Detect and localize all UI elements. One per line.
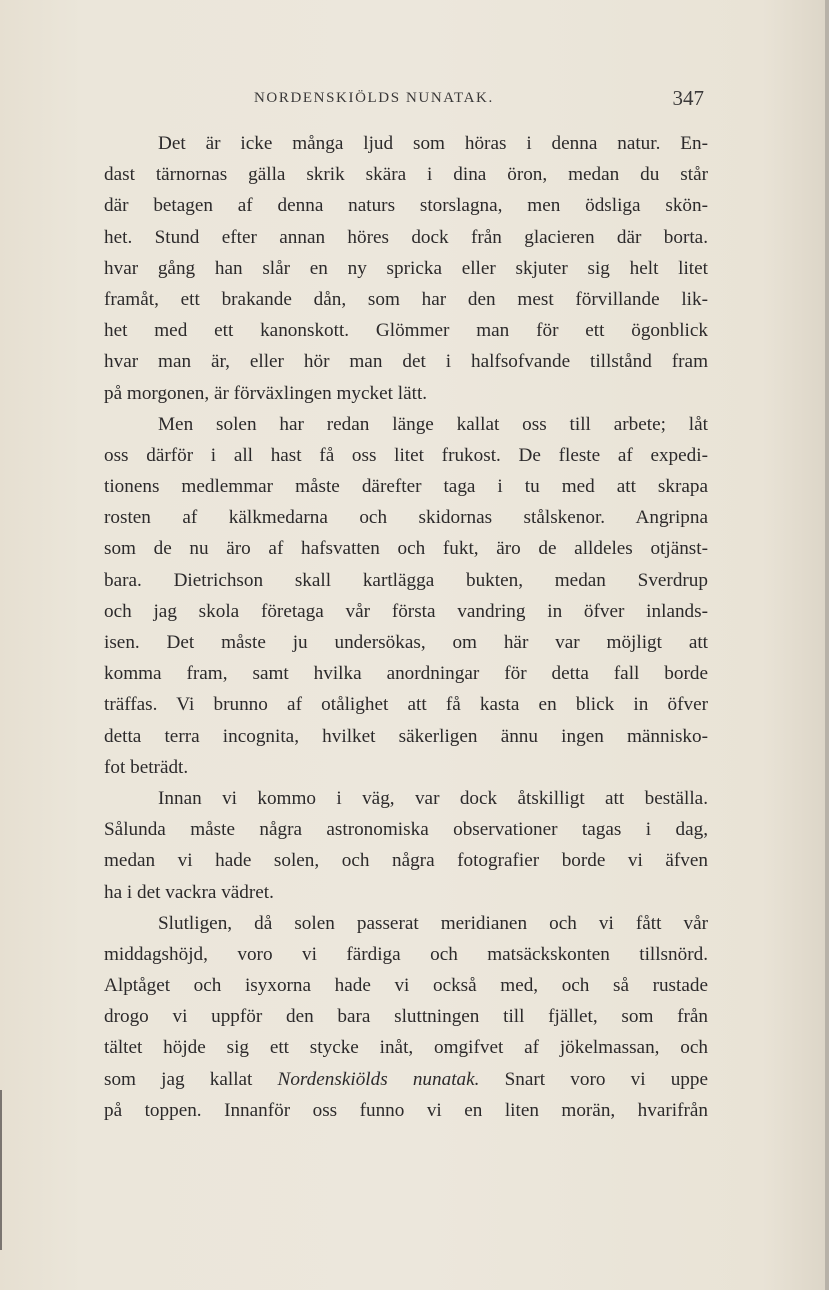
text-run: som jag kallat xyxy=(104,1068,278,1090)
text-line: fot beträdt. xyxy=(104,756,189,778)
text-line: rosten af kälkmedarna och skidornas stålskenor. Angripna xyxy=(104,507,708,529)
binding-shadow xyxy=(0,1090,2,1250)
text-line: på morgonen, är förväxlingen mycket lätt. xyxy=(104,382,428,404)
text-line: bara. Dietrichson skall kartlägga bukten, medan Sverdrup xyxy=(104,569,708,591)
page-number: 347 xyxy=(672,86,704,110)
text-line: detta terra incognita, hvilket säkerligen ännu ingen människo- xyxy=(104,725,708,747)
body-text xyxy=(104,128,708,1126)
text-line: hvar gång han slår en ny spricka eller skjuter sig helt litet xyxy=(104,257,708,279)
text-line: tionens medlemmar måste därefter taga i tu med att skrapa xyxy=(104,476,708,498)
text-line: isen. Det måste ju undersökas, om här var möjligt att xyxy=(104,632,708,653)
text-line: Det är icke många ljud som höras i denna natur. En- xyxy=(158,133,708,154)
text-line: tältet höjde sig ett stycke inåt, omgifvet af jökelmassan, och xyxy=(104,1037,708,1059)
running-title: NORDENSKIÖLDS NUNATAK. xyxy=(254,90,494,106)
page-edge xyxy=(825,0,829,1290)
text-line: het. Stund efter annan höres dock från glacieren där borta. xyxy=(104,226,708,248)
italic-place-name: Nordenskiölds nunatak. xyxy=(277,1068,480,1090)
text-line: oss därför i all hast få oss litet frukost. De fleste af expedi- xyxy=(104,444,708,466)
text-line: Innan vi kommo i väg, var dock åtskilligt att beställa. xyxy=(158,787,708,809)
text-line-with-italic xyxy=(104,1064,708,1095)
text-line: träffas. Vi brunno af otålighet att få kasta en blick in öfver xyxy=(104,694,708,716)
text-line: Sålunda måste några astronomiska observationer tagas i dag, xyxy=(104,819,708,841)
text-line: ha i det vackra vädret. xyxy=(104,881,274,903)
text-line: på toppen. Innanför oss funno vi en liten morän, hvarifrån xyxy=(104,1099,708,1121)
text-line: middagshöjd, voro vi färdiga och matsäckskonten tillsnörd. xyxy=(104,943,708,965)
text-line: Slutligen, då solen passerat meridianen och vi fått vår xyxy=(158,912,708,934)
text-line: framåt, ett brakande dån, som har den mest förvillande lik- xyxy=(104,288,708,310)
text-line: hvar man är, eller hör man det i halfsofvande tillstånd fram xyxy=(104,351,708,373)
text-line: som de nu äro af hafsvatten och fukt, äro de alldeles otjänst- xyxy=(104,538,708,560)
text-run: Snart voro vi uppe xyxy=(479,1068,709,1090)
page-header xyxy=(104,84,708,114)
text-line: drogo vi uppför den bara sluttningen till fjället, som från xyxy=(104,1006,708,1028)
text-line: het med ett kanonskott. Glömmer man för ett ögonblick xyxy=(104,320,708,342)
text-line: komma fram, samt hvilka anordningar för detta fall borde xyxy=(104,663,708,685)
text-line: Alptåget och isyxorna hade vi också med, och så rustade xyxy=(104,975,708,997)
text-line: Men solen har redan länge kallat oss till arbete; låt xyxy=(158,413,708,435)
text-line: där betagen af denna naturs storslagna, men ödsliga skön- xyxy=(104,195,708,217)
text-line: medan vi hade solen, och några fotografier borde vi äfven xyxy=(104,850,708,872)
text-line: och jag skola företaga vår första vandring in öfver inlands- xyxy=(104,600,708,622)
text-line: dast tärnornas gälla skrik skära i dina öron, medan du står xyxy=(104,164,708,186)
